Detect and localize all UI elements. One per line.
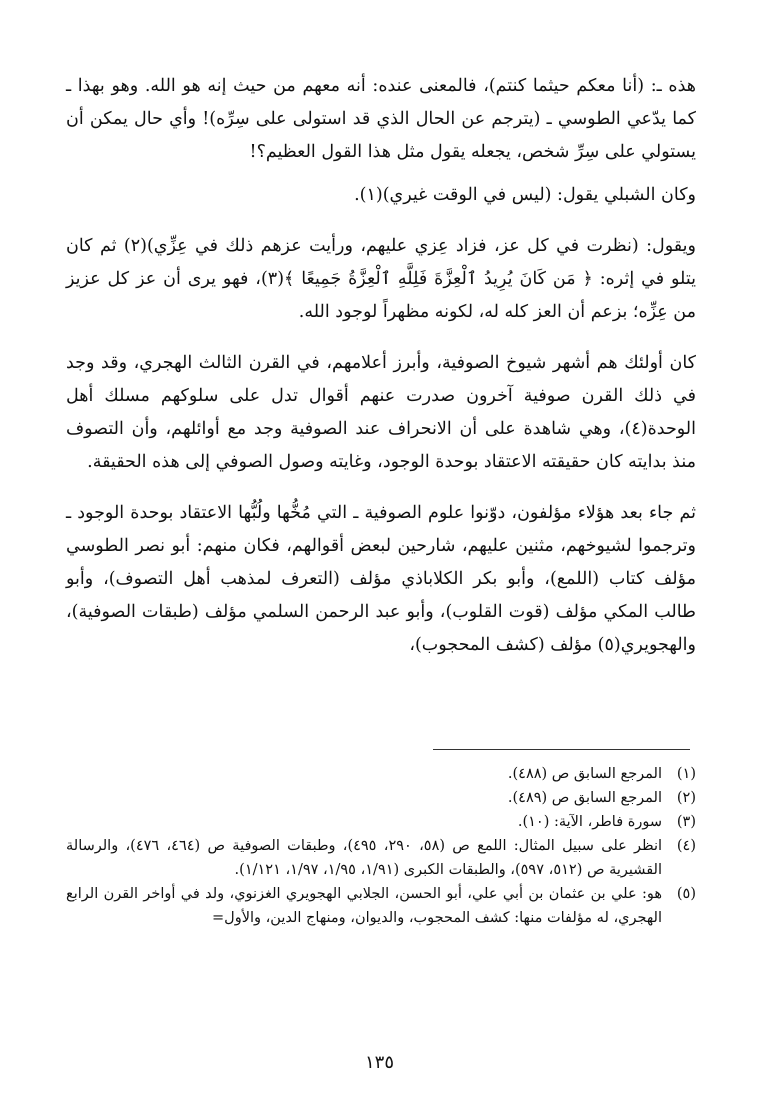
paragraph: ثم جاء بعد هؤلاء مؤلفون، دوّنوا علوم الصوفية ـ التي مُخُّها ولُبُّها الاعتقاد بوحدة الوجود ـ وترجموا لشيوخهم، مثنين عليهم، شارحين لبعض أقوالهم، فكان منهم: أبو نصر الطوسي مؤلف كتاب (اللمع)، وأبو بكر الكلاباذي مؤلف (التعرف لمذهب أهل التصوف)، وأبو طالب المكي مؤلف (قوت القلوب)، وأبو عبد الرحمن السلمي مؤلف (طبقات الصوفية)، والهجويري(٥) مؤلف (كشف المحجوب)، <box>66 503 696 655</box>
paragraph: ويقول: (نظرت في كل عز، فزاد عِزي عليهم، ورأيت عزهم ذلك في عِزِّي)(٢) ثم كان يتلو في إثره: ﴿ مَن كَانَ يُرِيدُ ٱلْعِزَّةَ فَلِلَّهِ ٱلْعِزَّةُ جَمِيعًا ﴾(٣)، فهو يرى أن عز كل عزيز من عِزِّه؛ بزعم أن العز كله له، لكونه مظهراً لوجود الله. <box>66 236 696 322</box>
footnote-number: (٥) <box>676 886 696 902</box>
footnote-number: (٣) <box>676 814 696 830</box>
footnotes <box>66 762 696 930</box>
main-text <box>66 70 696 680</box>
footnote-text: انظر على سبيل المثال: اللمع ص (٥٨، ٢٩٠، ٤٩٥)، وطبقات الصوفية ص (٤٦٤، ٤٧٦)، والرسالة القشيرية ص (٥١٢، ٥٩٧)، والطبقات الكبرى (١/٩١، ١/٩٥، ١/٩٧، ١/١٢١). <box>66 838 663 878</box>
paragraph: هذه ـ: (أنا معكم حيثما كنتم)، فالمعنى عنده: أنه معهم من حيث إنه هو الله. وهو بهذا ـ كما يدّعي الطوسي ـ (يترجم عن الحال الذي قد استولى على سِرِّه)! وأي حال يمكن أن يستولي على سِرِّ شخص، يجعله يقول مثل هذا القول العظيم؟! <box>66 76 696 162</box>
footnote <box>66 786 696 810</box>
footnote-text: المرجع السابق ص (٤٨٨). <box>507 766 662 782</box>
footnote-number: (٤) <box>676 838 696 854</box>
footnote <box>66 762 696 786</box>
page-number: ١٣٥ <box>364 1052 394 1073</box>
paragraph: وكان الشبلي يقول: (ليس في الوقت غيري)(١). <box>354 185 696 205</box>
footnote-text: هو: علي بن عثمان بن أبي علي، أبو الحسن، الجلابي الهجويري الغزنوي، ولد في أواخر القرن الرابع الهجري، له مؤلفات منها: كشف المحجوب، والديوان، ومنهاج الدين، والأول= <box>66 886 662 926</box>
footnote-number: (٢) <box>676 790 696 806</box>
paragraph: كان أولئك هم أشهر شيوخ الصوفية، وأبرز أعلامهم، في القرن الثالث الهجري، وقد وجد في ذلك القرن صوفية آخرون صدرت عنهم أقوال تدل على سلوكهم مسلك أهل الوحدة(٤)، وهي شاهدة على أن الانحراف عند الصوفية وجد مع أوائلهم، وأن التصوف منذ بدايته كان حقيقته الاعتقاد بوحدة الوجود، وغايته وصول الصوفي إلى هذه الحقيقة. <box>66 353 696 472</box>
footnote-text: سورة فاطر، الآية: (١٠). <box>517 814 662 830</box>
footnote <box>66 810 696 834</box>
footnote-divider <box>433 749 690 750</box>
footnote <box>66 882 696 930</box>
footnote-number: (١) <box>676 766 696 782</box>
footnote <box>66 834 696 882</box>
footnote-text: المرجع السابق ص (٤٨٩). <box>507 790 662 806</box>
